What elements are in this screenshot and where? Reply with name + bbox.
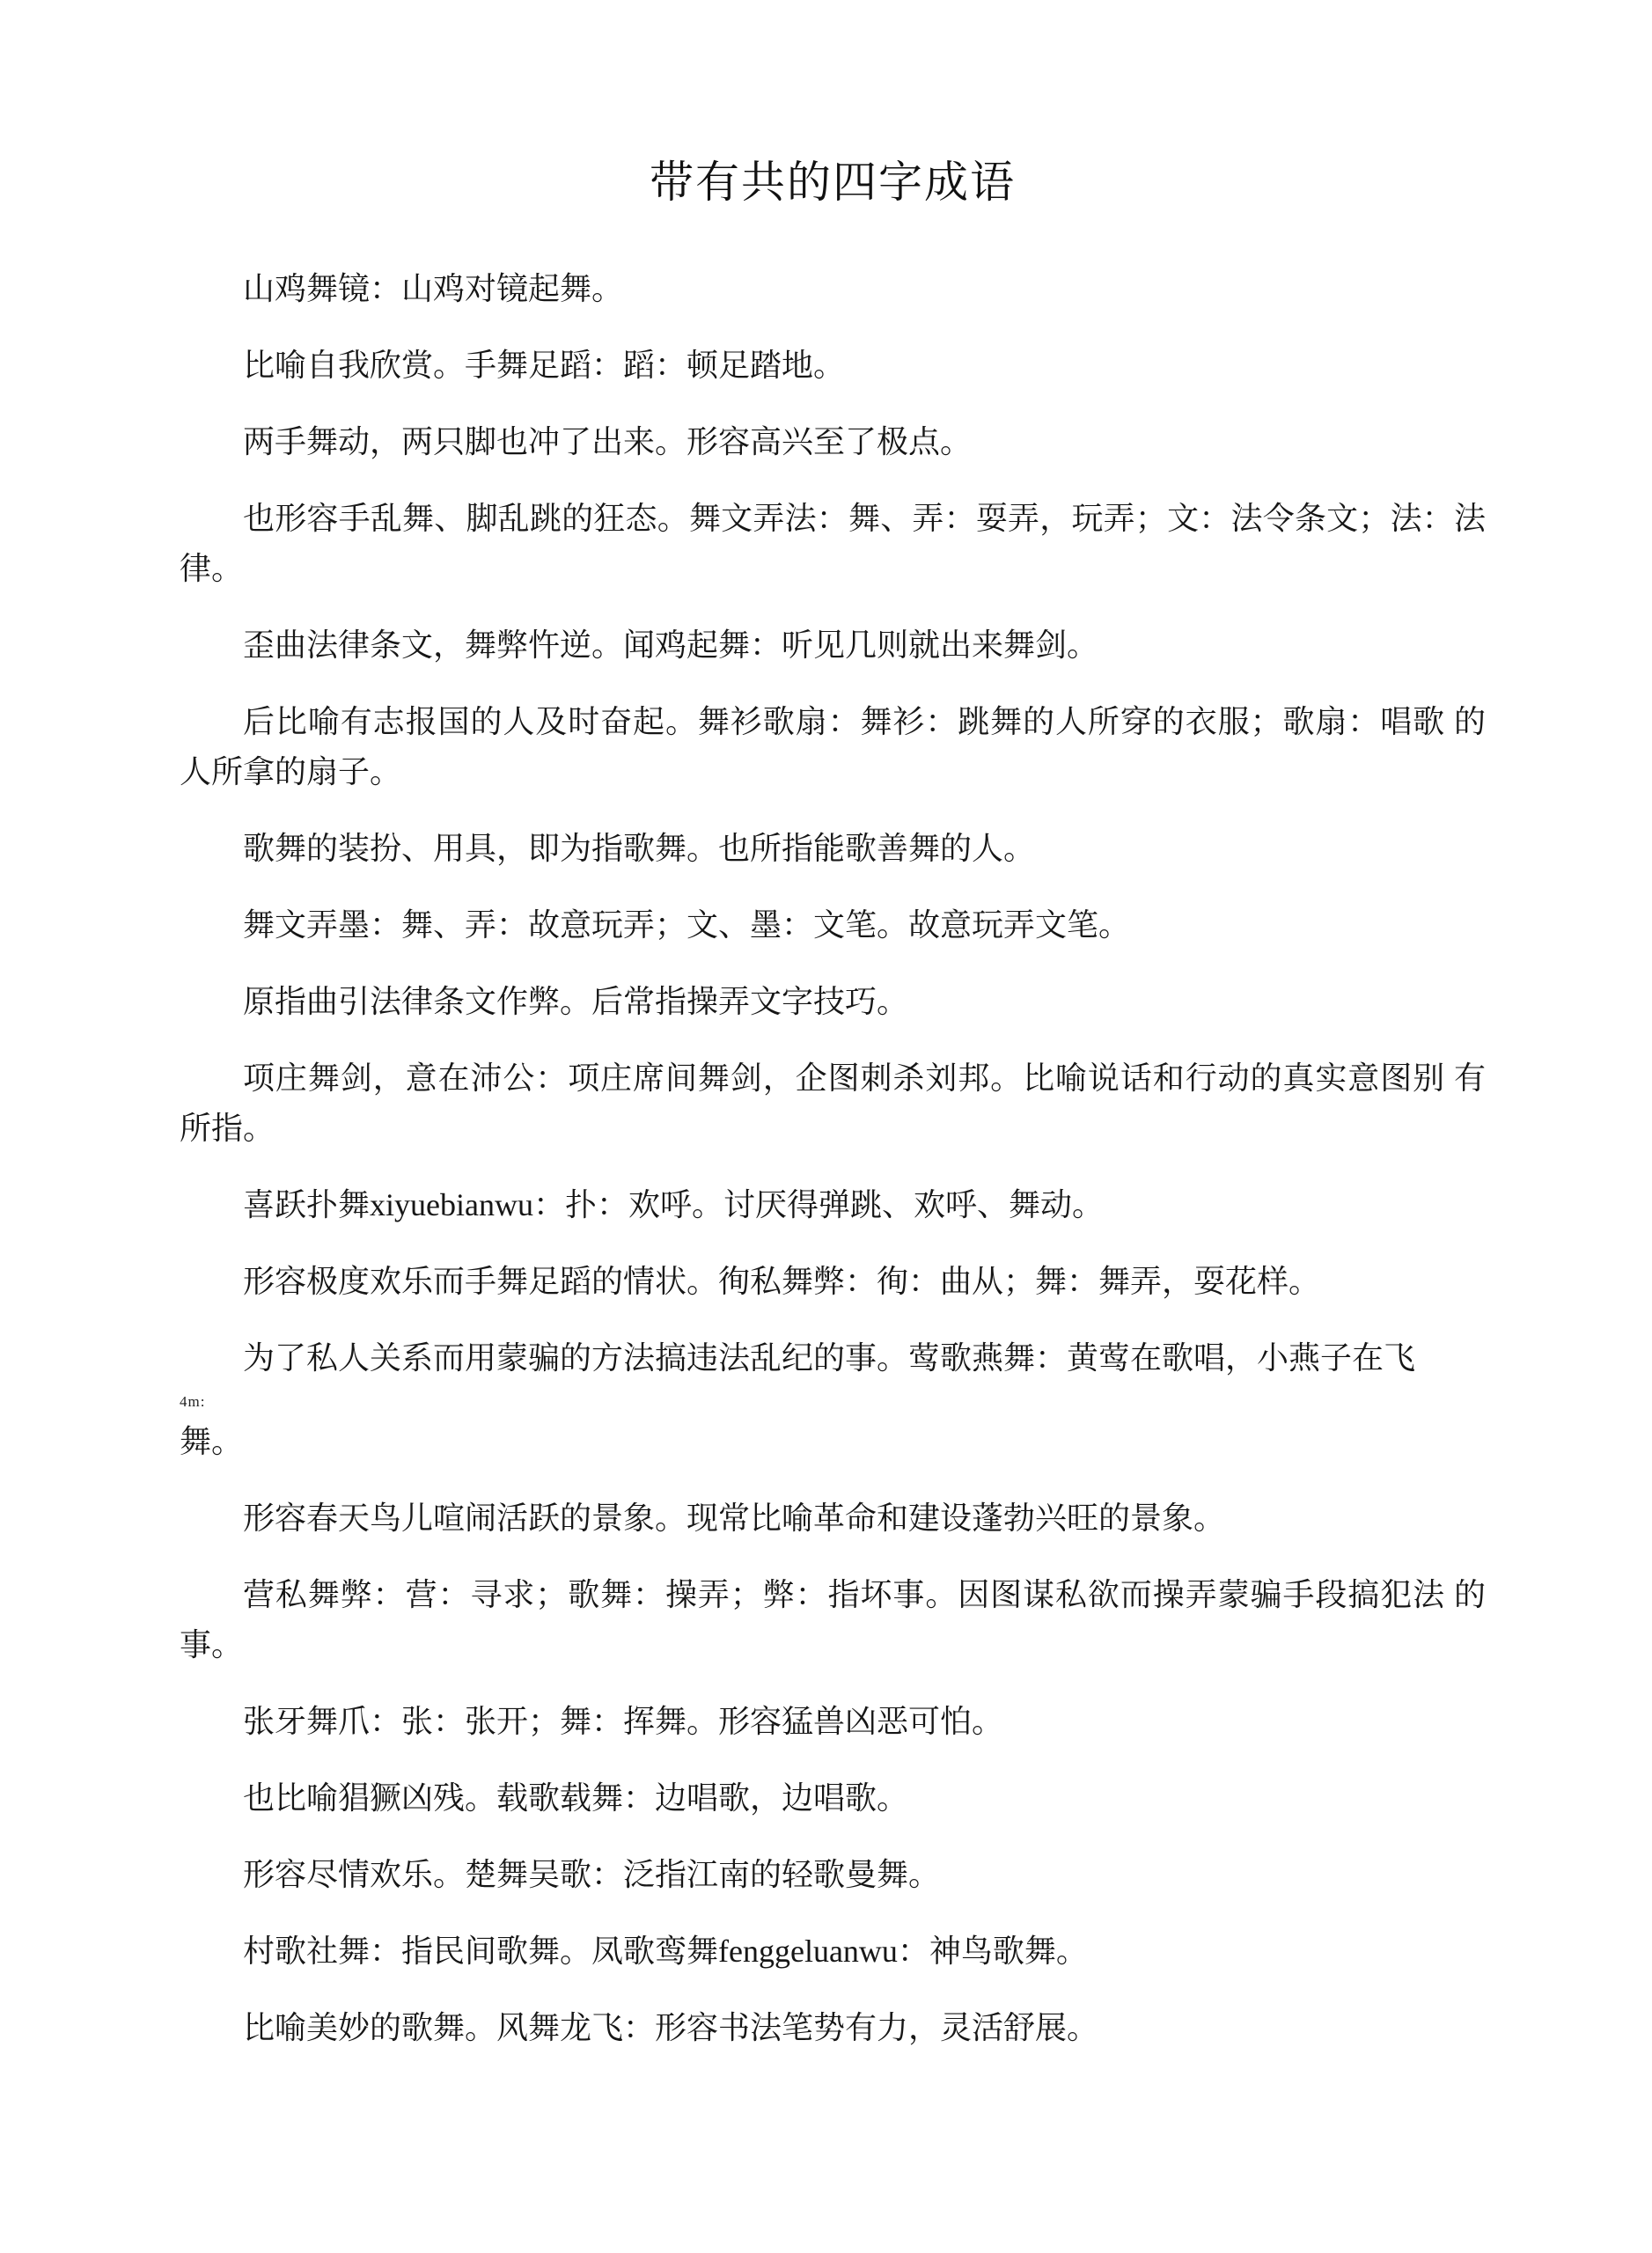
- paragraph: 形容极度欢乐而手舞足蹈的情状。徇私舞弊：徇：曲从；舞：舞弄，耍花样。: [243, 1264, 1321, 1299]
- paragraph: 项庄舞剑，意在沛公：项庄席间舞剑，企图刺杀刘邦。比喻说话和行动的真实意图别 有所指。: [180, 1060, 1486, 1146]
- paragraph: 喜跃扑舞xiyuebianwu：扑：欢呼。讨厌得弹跳、欢呼、舞动。: [243, 1187, 1104, 1222]
- margin-note: 4m:: [180, 1393, 206, 1410]
- paragraph: 比喻美妙的歌舞。风舞龙飞：形容书法笔势有力，灵活舒展。: [243, 2010, 1099, 2045]
- paragraph: 歌舞的装扮、用具，即为指歌舞。也所指能歌善舞的人。: [243, 831, 1036, 866]
- paragraph: 山鸡舞镜：山鸡对镜起舞。: [243, 271, 624, 306]
- paragraph: 村歌社舞：指民间歌舞。凤歌鸾舞fenggeluanwu：神鸟歌舞。: [243, 1934, 1088, 1969]
- paragraph: 舞文弄墨：舞、弄：故意玩弄；文、墨：文笔。故意玩弄文笔。: [243, 907, 1131, 943]
- paragraph: 歪曲法律条文，舞弊忤逆。闻鸡起舞：听见几则就出来舞剑。: [243, 627, 1099, 663]
- paragraph: 张牙舞爪：张：张开；舞：挥舞。形容猛兽凶恶可怕。: [243, 1704, 1004, 1739]
- paragraph: 营私舞弊：营：寻求；歌舞：操弄；弊：指坏事。因图谋私欲而操弄蒙骗手段搞犯法 的事。: [180, 1577, 1486, 1662]
- paragraph: 两手舞动，两只脚也冲了出来。形容高兴至了极点。: [243, 424, 973, 459]
- paragraph: 后比喻有志报国的人及时奋起。舞衫歌扇：舞衫：跳舞的人所穿的衣服；歌扇：唱歌 的人所拿的扇子。: [180, 704, 1486, 789]
- paragraph: 也比喻猖獗凶残。载歌载舞：边唱歌，边唱歌。: [243, 1780, 909, 1816]
- paragraph: 原指曲引法律条文作弊。后常指操弄文字技巧。: [243, 984, 909, 1019]
- paragraph: 形容春天鸟儿喧闹活跃的景象。现常比喻革命和建设蓬勃兴旺的景象。: [243, 1501, 1226, 1536]
- paragraph-continuation: 舞。: [180, 1424, 244, 1459]
- page-title: 带有共的四字成语: [650, 158, 1016, 207]
- document-body: [180, 264, 1486, 2053]
- paragraph: 也形容手乱舞、脚乱跳的狂态。舞文弄法：舞、弄：耍弄，玩弄；文：法令条文；法：法律。: [180, 501, 1486, 586]
- paragraph: 形容尽情欢乐。楚舞吴歌：泛指江南的轻歌曼舞。: [243, 1857, 941, 1892]
- paragraph: 为了私人关系而用蒙骗的方法搞违法乱纪的事。莺歌燕舞：黄莺在歌唱，小燕子在飞: [243, 1340, 1416, 1376]
- paragraph: 比喻自我欣赏。手舞足蹈：蹈：顿足踏地。: [243, 348, 846, 383]
